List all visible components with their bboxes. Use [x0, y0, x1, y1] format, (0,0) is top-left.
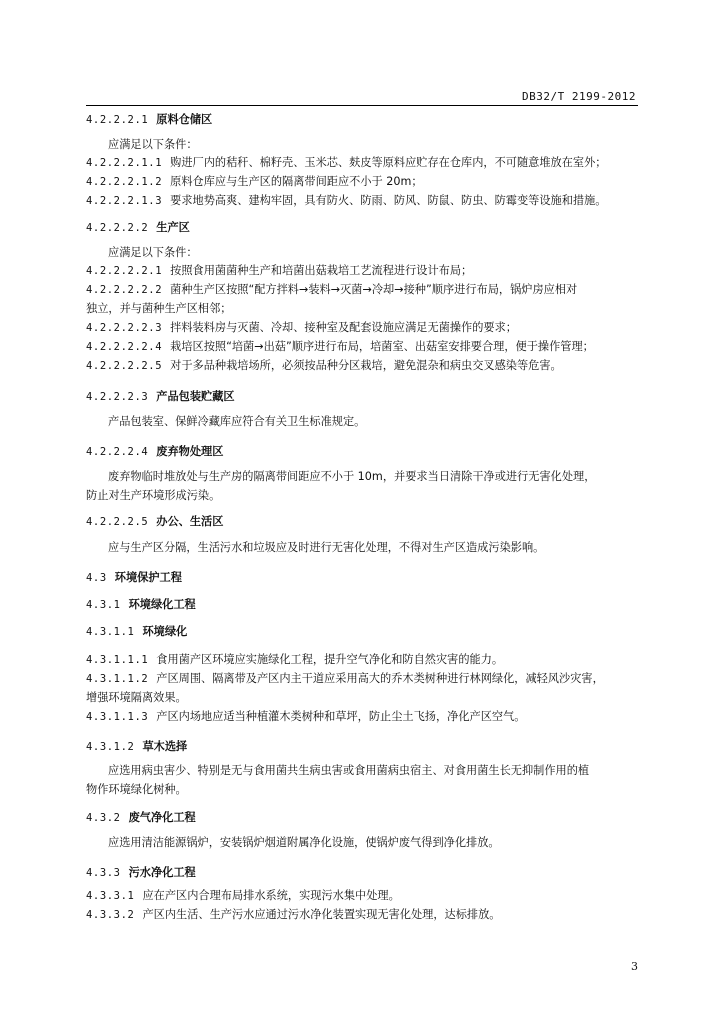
clause-number: 4.3.3.1 [86, 890, 135, 902]
text-line [86, 156, 658, 170]
text-line [86, 321, 658, 335]
clause-number: 4.2.2.2.4 [86, 446, 149, 458]
clause-text: 菌种生产区按照“配方拌料→装料→灭菌→冷却→接种”顺序进行布局，锅炉房应相对 [170, 283, 578, 296]
text-line [86, 764, 680, 778]
clause-text: 增强环境隔离效果。 [86, 691, 187, 704]
heading-text: 环境保护工程 [114, 571, 182, 584]
text-line [86, 489, 658, 503]
text-line [86, 836, 680, 850]
section-heading [86, 390, 658, 404]
clause-number: 4.2.2.2.2.3 [86, 322, 163, 334]
section-heading [86, 221, 658, 235]
clause-text: 按照食用菌菌种生产和培菌出菇栽培工艺流程进行设计布局； [170, 264, 473, 277]
clause-text: 对于多品种栽培场所，必须按品种分区栽培，避免混杂和病虫交叉感染等危害。 [170, 359, 562, 372]
clause-number: 4.2.2.2.1.1 [86, 157, 163, 169]
clause-text: 要求地势高爽、建构牢固，具有防火、防雨、防风、防鼠、防虫、防霉变等设施和措施。 [170, 194, 607, 207]
clause-number: 4.3 [86, 572, 107, 584]
text-line [86, 470, 680, 484]
heading-text: 办公、生活区 [156, 515, 224, 528]
clause-text: 产区周围、隔离带及产区内主干道应采用高大的乔木类树种进行林网绿化，减轻风沙灾害， [156, 672, 604, 685]
clause-text: 产品包装室、保鲜冷藏库应符合有关卫生标准规定。 [108, 415, 366, 428]
section-heading [86, 598, 658, 612]
text-line [86, 889, 658, 903]
clause-number: 4.3.1.1.1 [86, 654, 149, 666]
heading-text: 废气净化工程 [128, 811, 196, 824]
heading-text: 原料仓储区 [156, 113, 213, 126]
clause-number: 4.2.2.2.2.2 [86, 284, 163, 296]
clause-text: 防止对生产环境形成污染。 [86, 489, 221, 502]
heading-text: 废弃物处理区 [156, 445, 224, 458]
heading-text: 产品包装贮藏区 [156, 390, 235, 403]
text-line [86, 175, 658, 189]
clause-number: 4.3.2 [86, 812, 121, 824]
clause-text: 购进厂内的秸秆、棉籽壳、玉米芯、麸皮等原料应贮存在仓库内，不可随意堆放在室外； [170, 156, 607, 169]
text-line [86, 302, 658, 316]
clause-number: 4.3.3.2 [86, 909, 135, 921]
section-heading [86, 740, 658, 754]
clause-text: 应与生产区分隔，生活污水和垃圾应及时进行无害化处理，不得对生产区造成污染影响。 [108, 541, 545, 554]
clause-number: 4.2.2.2.2 [86, 222, 149, 234]
heading-text: 环境绿化工程 [128, 598, 196, 611]
heading-text: 环境绿化 [142, 625, 188, 638]
text-line [86, 138, 680, 152]
text-line [86, 359, 658, 373]
clause-number: 4.2.2.2.1.3 [86, 195, 163, 207]
clause-text: 应满足以下条件： [108, 246, 198, 259]
text-line [86, 710, 658, 724]
clause-number: 4.2.2.2.2.1 [86, 265, 163, 277]
clause-number: 4.3.1 [86, 599, 121, 611]
text-line [86, 264, 658, 278]
section-heading [86, 811, 658, 825]
section-heading [86, 113, 658, 127]
section-heading [86, 515, 658, 529]
clause-text: 应选用病虫害少、特别是无与食用菌共生病虫害或食用菌病虫宿主、对食用菌生长无抑制作用的植 [108, 764, 590, 777]
text-line [86, 246, 680, 260]
text-line [86, 653, 658, 667]
clause-number: 4.2.2.2.5 [86, 516, 149, 528]
clause-number: 4.3.1.2 [86, 741, 135, 753]
text-line [86, 415, 680, 429]
clause-number: 4.3.1.1 [86, 626, 135, 638]
clause-text: 食用菌产区环境应实施绿化工程，提升空气净化和防自然灾害的能力。 [156, 653, 504, 666]
text-line [86, 783, 658, 797]
section-heading [86, 866, 658, 880]
clause-number: 4.2.2.2.1.2 [86, 176, 163, 188]
text-line [86, 283, 658, 297]
clause-text: 产区内场地应适当种植灌木类树种和草坪，防止尘土飞扬，净化产区空气。 [156, 710, 526, 723]
text-line [86, 691, 658, 705]
clause-number: 4.2.2.2.2.5 [86, 360, 163, 372]
clause-text: 产区内生活、生产污水应通过污水净化装置实现无害化处理，达标排放。 [142, 908, 501, 921]
clause-text: 应选用清洁能源锅炉，安装锅炉烟道附属净化设施，使锅炉废气得到净化排放。 [108, 836, 500, 849]
text-line [86, 194, 658, 208]
clause-text: 应在产区内合理布局排水系统，实现污水集中处理。 [142, 889, 400, 902]
header-rule [86, 105, 638, 106]
clause-number: 4.2.2.2.1 [86, 114, 149, 126]
clause-number: 4.3.1.1.2 [86, 673, 149, 685]
clause-text: 应满足以下条件： [108, 138, 198, 151]
text-line [86, 908, 658, 922]
clause-number: 4.3.1.1.3 [86, 711, 149, 723]
heading-text: 草木选择 [142, 740, 188, 753]
section-heading [86, 445, 658, 459]
clause-text: 废弃物临时堆放处与生产房的隔离带间距应不小于 10m，并要求当日清除干净或进行无害化处理， [108, 470, 596, 483]
text-line [86, 672, 658, 686]
clause-number: 4.2.2.2.2.4 [86, 341, 163, 353]
clause-number: 4.3.3 [86, 867, 121, 879]
section-heading [86, 625, 658, 639]
clause-text: 栽培区按照“培菌→出菇”顺序进行布局，培菌室、出菇室安排要合理，便于操作管理； [170, 340, 594, 353]
clause-text: 物作环境绿化树种。 [86, 783, 187, 796]
page-number: 3 [631, 960, 638, 973]
clause-text: 拌料装料房与灭菌、冷却、接种室及配套设施应满足无菌操作的要求； [170, 321, 517, 334]
clause-text: 独立，并与菌种生产区相邻； [86, 302, 232, 315]
heading-text: 生产区 [156, 221, 190, 234]
section-heading [86, 571, 658, 585]
clause-number: 4.2.2.2.3 [86, 391, 149, 403]
clause-text: 原料仓库应与生产区的隔离带间距应不小于 20m； [170, 175, 423, 188]
heading-text: 污水净化工程 [128, 866, 196, 879]
text-line [86, 340, 658, 354]
text-line [86, 541, 680, 555]
document-code: DB32/T 2199-2012 [522, 90, 636, 103]
